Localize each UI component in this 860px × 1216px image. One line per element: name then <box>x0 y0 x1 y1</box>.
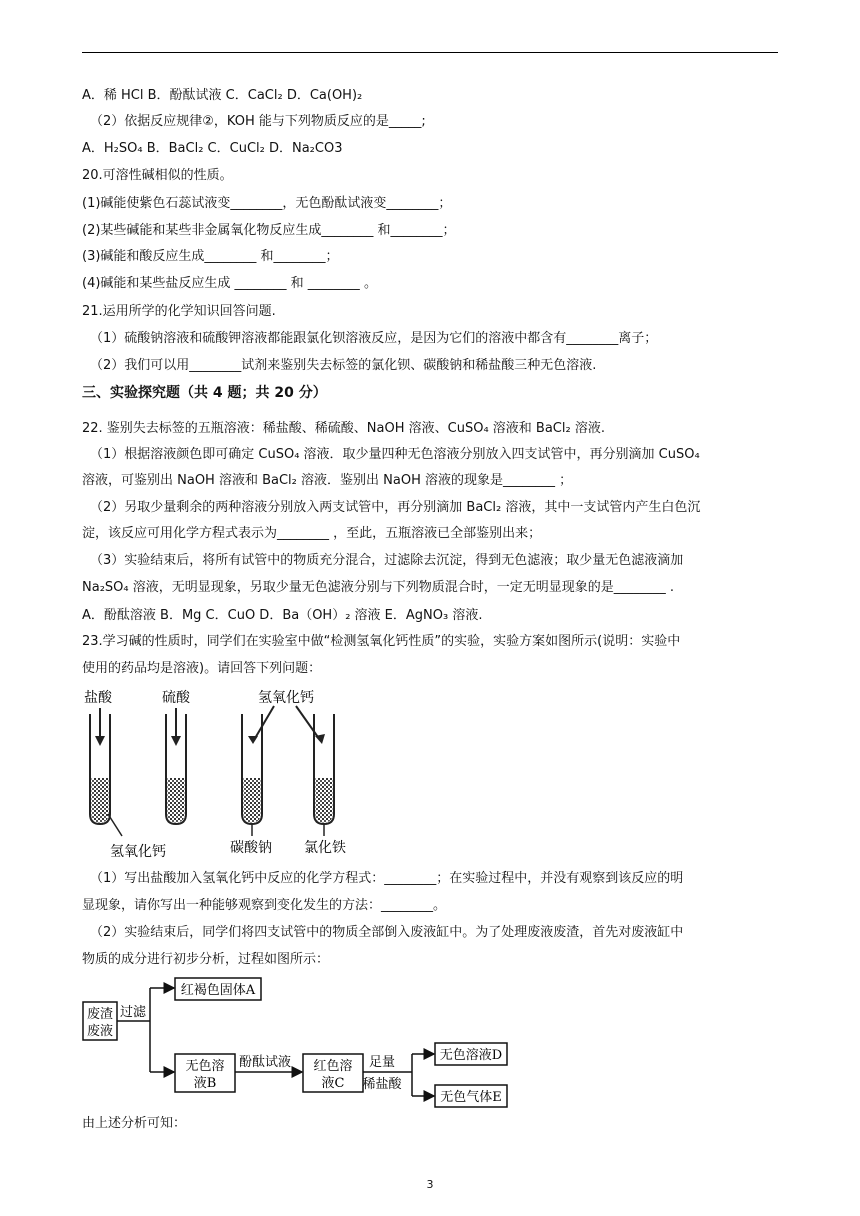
text-line: （3）实验结束后，将所有试管中的物质充分混合，过滤除去沉淀，得到无色滤液；取少量无色滤液滴加 <box>90 553 684 568</box>
question-title: 21.运用所学的化学知识回答问题. <box>82 304 276 319</box>
text-line: 溶液，可鉴别出 NaOH 溶液和 BaCl₂ 溶液．鉴别出 NaOH 溶液的现象是________ ； <box>82 473 573 488</box>
label-sulfuric-acid: 硫酸 <box>162 690 190 706</box>
text-line: A．H₂SO₄ B．BaCl₂ C．CuCl₂ D．Na₂CO3 <box>82 141 343 156</box>
text-line: （2）依据反应规律②，KOH 能与下列物质反应的是_____; <box>90 114 426 129</box>
label-filter: 过滤 <box>120 1005 147 1020</box>
text-line: (1)碱能使紫色石蕊试液变________，无色酚酞试液变________； <box>82 196 452 211</box>
page-number: 3 <box>426 1178 434 1191</box>
box-waste-line1: 废渣 <box>86 1007 114 1022</box>
text-line: 物质的成分进行初步分析，过程如图所示： <box>82 952 330 967</box>
test-tube-3 <box>242 706 274 836</box>
text-line: （1）写出盐酸加入氢氧化钙中反应的化学方程式：________；在实验过程中，并没有观察到该反应的明 <box>90 871 684 886</box>
header-rule <box>82 52 778 53</box>
text-line: (4)碱能和某些盐反应生成 ________ 和 ________ 。 <box>82 276 377 291</box>
text-line: Na₂SO₄ 溶液，无明显现象，另取少量无色滤液分别与下列物质混合时，一定无明显现象的是________ . <box>82 580 674 595</box>
question-title: 20.可溶性碱相似的性质。 <box>82 168 233 183</box>
text-line: （1）根据溶液颜色即可确定 CuSO₄ 溶液．取少量四种无色溶液分别放入四支试管中，再分别滴加 CuSO₄ <box>90 447 700 462</box>
text-line: (3)碱能和酸反应生成________ 和________； <box>82 249 339 264</box>
test-tube-4 <box>296 706 334 836</box>
box-solution-c-line2: 液C <box>321 1076 345 1091</box>
text-line: （1）硫酸钠溶液和硫酸钾溶液都能跟氯化钡溶液反应，是因为它们的溶液中都含有________离子； <box>90 331 658 346</box>
question-title: 23.学习碱的性质时，同学们在实验室中做“检测氢氧化钙性质”的实验，实验方案如图所示(说明：实验中 <box>82 634 681 649</box>
label-iron-chloride: 氯化铁 <box>304 840 346 856</box>
test-tubes-figure <box>82 686 352 860</box>
box-solution-b-line2: 液B <box>193 1076 217 1091</box>
text-line: (2)某些碱能和某些非金属氧化物反应生成________ 和________； <box>82 223 456 238</box>
text-line: 使用的药品均是溶液)。请回答下列问题： <box>82 661 322 676</box>
label-acid-line1: 足量 <box>368 1055 396 1070</box>
text-line: （2）我们可以用________试剂来鉴别失去标签的氯化钡、碳酸钠和稀盐酸三种无色溶液. <box>90 358 597 373</box>
box-solution-c-line1: 红色溶 <box>313 1059 353 1074</box>
text-line: A．稀 HCl B．酚酞试液 C．CaCl₂ D．Ca(OH)₂ <box>82 88 363 103</box>
label-phenolphthalein: 酚酞试液 <box>239 1055 292 1070</box>
box-waste-line2: 废液 <box>86 1024 114 1039</box>
text-line: 淀，该反应可用化学方程式表示为________ ，至此，五瓶溶液已全部鉴别出来； <box>82 526 542 541</box>
label-acid-line2: 稀盐酸 <box>362 1077 402 1092</box>
test-tube-1 <box>90 708 122 836</box>
waste-analysis-flowchart <box>82 974 508 1112</box>
box-solution-d-label: 无色溶液D <box>439 1048 503 1063</box>
text-line: （2）实验结束后，同学们将四支试管中的物质全部倒入废液缸中。为了处理废液废渣，首先对废液缸中 <box>90 925 684 940</box>
text-line: 由上述分析可知： <box>82 1116 187 1131</box>
label-sodium-carbonate: 碳酸钠 <box>230 840 272 856</box>
test-tube-2 <box>166 708 186 824</box>
box-gas-e-label: 无色气体E <box>440 1090 502 1105</box>
box-solution-b-line1: 无色溶 <box>185 1059 225 1074</box>
text-line: （2）另取少量剩余的两种溶液分别放入两支试管中，再分别滴加 BaCl₂ 溶液，其中一支试管内产生白色沉 <box>90 500 701 515</box>
text-line: A．酚酞溶液 B．Mg C．CuO D．Ba（OH）₂ 溶液 E．AgNO₃ 溶液. <box>82 608 483 623</box>
label-calcium-hydroxide-bottom: 氢氧化钙 <box>110 844 166 860</box>
question-title: 22. 鉴别失去标签的五瓶溶液：稀盐酸、稀硫酸、NaOH 溶液、CuSO₄ 溶液和 BaCl₂ 溶液. <box>82 421 605 436</box>
label-hydrochloric-acid: 盐酸 <box>84 690 112 706</box>
label-calcium-hydroxide-top: 氢氧化钙 <box>258 690 314 706</box>
section-heading: 三、实验探究题（共 4 题；共 20 分） <box>82 385 327 401</box>
text-line: 显现象，请你写出一种能够观察到变化发生的方法：________。 <box>82 898 447 913</box>
box-solid-a-label: 红褐色固体A <box>180 983 256 998</box>
